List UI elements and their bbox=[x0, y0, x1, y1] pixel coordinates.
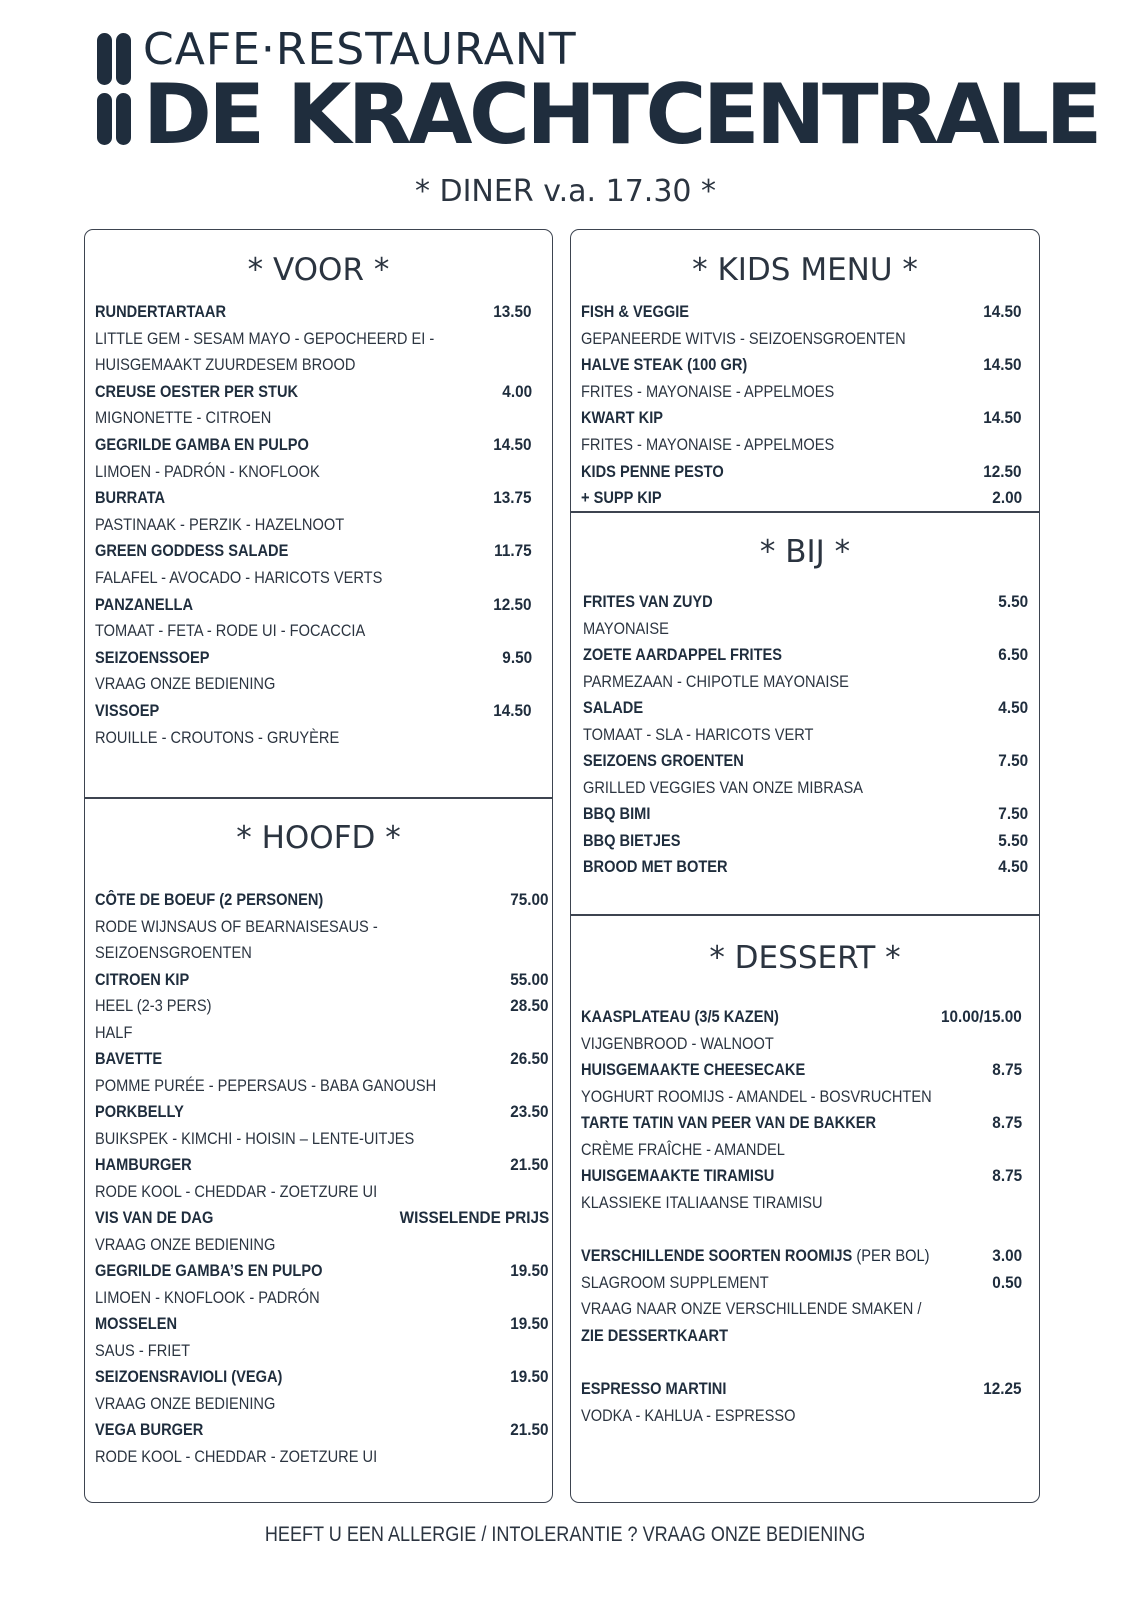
menu-item bbox=[581, 404, 1022, 431]
menu-item-description bbox=[581, 1295, 1022, 1322]
item-name: GEGRILDE GAMBA EN PULPO bbox=[95, 435, 309, 454]
menu-item-description bbox=[581, 325, 1022, 352]
menu-item bbox=[583, 800, 1028, 827]
item-description: VRAAG ONZE BEDIENING bbox=[95, 674, 276, 694]
right-divider-1 bbox=[570, 511, 1040, 513]
item-description: ROUILLE - CROUTONS - GRUYÈRE bbox=[95, 727, 340, 747]
menu-item-description bbox=[581, 1030, 1022, 1057]
menu-item-description bbox=[95, 1390, 549, 1417]
item-name: ZOETE AARDAPPEL FRITES bbox=[583, 645, 783, 664]
section-title-bij: * BIJ * bbox=[759, 534, 851, 570]
item-description: SAUS - FRIET bbox=[95, 1340, 191, 1360]
item-name: SEIZOENSRAVIOLI (VEGA) bbox=[95, 1367, 283, 1386]
menu-item bbox=[581, 1242, 1022, 1269]
item-description: VIJGENBROOD - WALNOOT bbox=[581, 1033, 774, 1053]
item-price: 10.00/15.00 bbox=[941, 1007, 1022, 1026]
item-price: 14.50 bbox=[983, 355, 1022, 375]
item-price: 26.50 bbox=[510, 1049, 549, 1068]
menu-item bbox=[95, 537, 532, 564]
item-name: KWART KIP bbox=[581, 408, 664, 428]
item-description: YOGHURT ROOMIJS - AMANDEL - BOSVRUCHTEN bbox=[581, 1086, 932, 1106]
menu-item-description bbox=[95, 404, 532, 431]
menu-item bbox=[95, 378, 532, 405]
restaurant-type: CAFE·RESTAURANT bbox=[143, 24, 577, 75]
item-name: SEIZOENS GROENTEN bbox=[583, 751, 744, 770]
menu-item-description bbox=[581, 1402, 1022, 1429]
item-description: RODE KOOL - CHEDDAR - ZOETZURE UI bbox=[95, 1181, 378, 1201]
item-price: 6.50 bbox=[998, 645, 1028, 664]
item-description: VODKA - KAHLUA - ESPRESSO bbox=[581, 1405, 796, 1425]
menu-item-description bbox=[95, 1072, 549, 1099]
menu-item bbox=[581, 298, 1022, 325]
menu-item-description bbox=[583, 774, 1028, 801]
menu-item bbox=[95, 697, 532, 724]
menu-item-description bbox=[95, 458, 532, 485]
item-price: 23.50 bbox=[510, 1102, 549, 1121]
item-name: CÔTE DE BOEUF (2 PERSONEN) bbox=[95, 890, 324, 909]
item-description: PASTINAAK - PERZIK - HAZELNOOT bbox=[95, 514, 345, 534]
item-name: TARTE TATIN VAN PEER VAN DE BAKKER bbox=[581, 1113, 877, 1132]
item-price: WISSELENDE PRIJS bbox=[399, 1208, 549, 1227]
item-name: HAMBURGER bbox=[95, 1155, 192, 1174]
menu-item bbox=[581, 351, 1022, 378]
menu-item bbox=[95, 1045, 549, 1072]
item-name: PANZANELLA bbox=[95, 594, 193, 614]
allergy-footer bbox=[0, 1523, 1131, 1547]
item-name: SALADE bbox=[583, 698, 644, 717]
item-price: 0.50 bbox=[992, 1272, 1022, 1292]
menu-item-description bbox=[95, 325, 532, 352]
restaurant-name: DE KRACHTCENTRALE bbox=[143, 66, 1099, 163]
menu-item-description bbox=[581, 1269, 1022, 1296]
menu-item bbox=[583, 588, 1028, 615]
menu-item bbox=[581, 458, 1022, 485]
menu-item-description bbox=[95, 617, 532, 644]
item-description: TOMAAT - SLA - HARICOTS VERT bbox=[583, 724, 814, 744]
item-name: GEGRILDE GAMBA’S EN PULPO bbox=[95, 1261, 323, 1280]
item-price: 8.75 bbox=[992, 1113, 1022, 1132]
item-price: 4.00 bbox=[502, 381, 532, 401]
menu-item bbox=[581, 1322, 1022, 1349]
item-name: FISH & VEGGIE bbox=[581, 302, 690, 321]
menu-item bbox=[95, 1310, 549, 1337]
item-description: GRILLED VEGGIES VAN ONZE MIBRASA bbox=[583, 777, 864, 797]
item-name: BBQ BIETJES bbox=[583, 830, 681, 850]
menu-item-description bbox=[581, 431, 1022, 458]
item-price: 9.50 bbox=[502, 647, 532, 667]
item-description: FRITES - MAYONAISE - APPELMOES bbox=[581, 435, 835, 454]
menu-item bbox=[583, 747, 1028, 774]
menu-item bbox=[95, 644, 532, 671]
item-price: 5.50 bbox=[998, 830, 1028, 850]
menu-item bbox=[581, 1109, 1022, 1136]
item-name: VERSCHILLENDE SOORTEN ROOMIJS bbox=[581, 1246, 853, 1265]
menu-item bbox=[583, 827, 1028, 854]
item-price: 21.50 bbox=[510, 1420, 549, 1439]
logo-icon bbox=[97, 33, 131, 145]
item-description: RODE WIJNSAUS OF BEARNAISESAUS - bbox=[95, 916, 378, 936]
item-description: HALF bbox=[95, 1022, 133, 1042]
item-description: MIGNONETTE - CITROEN bbox=[95, 408, 272, 428]
menu-item-description bbox=[95, 939, 549, 966]
menu-item-description bbox=[581, 1189, 1022, 1216]
item-name: BAVETTE bbox=[95, 1049, 163, 1068]
item-price: 14.50 bbox=[493, 435, 532, 454]
menu-item-description bbox=[583, 721, 1028, 748]
menu-item bbox=[95, 1098, 549, 1125]
menu-item-description bbox=[95, 1019, 549, 1046]
item-description: VRAAG ONZE BEDIENING bbox=[95, 1234, 276, 1254]
item-description: PARMEZAAN - CHIPOTLE MAYONAISE bbox=[583, 671, 849, 691]
item-price: 21.50 bbox=[510, 1155, 549, 1174]
item-description: POMME PURÉE - PEPERSAUS - BABA GANOUSH bbox=[95, 1075, 437, 1095]
item-description: TOMAAT - FETA - RODE UI - FOCACCIA bbox=[95, 621, 366, 641]
item-description: FRITES - MAYONAISE - APPELMOES bbox=[581, 381, 835, 401]
item-price: 7.50 bbox=[998, 751, 1028, 770]
item-name: VEGA BURGER bbox=[95, 1420, 204, 1439]
item-description: BUIKSPEK - KIMCHI - HOISIN – LENTE-UITJES bbox=[95, 1128, 415, 1148]
item-name: HUISGEMAAKTE CHEESECAKE bbox=[581, 1060, 806, 1079]
menu-item bbox=[95, 886, 549, 913]
menu-item-description bbox=[95, 1443, 549, 1470]
item-price: 4.50 bbox=[998, 857, 1028, 876]
menu-item bbox=[581, 1003, 1022, 1030]
item-description: SLAGROOM SUPPLEMENT bbox=[581, 1272, 769, 1292]
item-name: BURRATA bbox=[95, 488, 166, 508]
item-name: ZIE DESSERTKAART bbox=[581, 1325, 729, 1345]
item-description: GEPANEERDE WITVIS - SEIZOENSGROENTEN bbox=[581, 328, 906, 348]
item-name: BBQ BIMI bbox=[583, 804, 651, 823]
item-description: LIMOEN - PADRÓN - KNOFLOOK bbox=[95, 461, 320, 481]
item-price: 12.25 bbox=[983, 1379, 1022, 1398]
item-name: CITROEN KIP bbox=[95, 969, 190, 989]
item-price: 5.50 bbox=[998, 592, 1028, 611]
item-description: MAYONAISE bbox=[583, 618, 669, 638]
menu-item-description bbox=[95, 351, 532, 378]
menu-item bbox=[581, 1056, 1022, 1083]
section-title-voor: * VOOR * bbox=[247, 252, 390, 288]
menu-item-description bbox=[95, 992, 549, 1019]
menu-item bbox=[95, 966, 549, 993]
menu-item bbox=[95, 591, 532, 618]
left-divider bbox=[84, 797, 553, 799]
item-price: 14.50 bbox=[493, 701, 532, 720]
item-price: 55.00 bbox=[510, 969, 549, 989]
item-name: ESPRESSO MARTINI bbox=[581, 1379, 727, 1398]
section-title-dessert: * DESSERT * bbox=[709, 940, 901, 976]
item-name: VIS VAN DE DAG bbox=[95, 1208, 214, 1227]
item-name: RUNDERTARTAAR bbox=[95, 302, 227, 321]
menu-item bbox=[583, 641, 1028, 668]
item-price: 19.50 bbox=[510, 1261, 549, 1280]
menu-item-description bbox=[95, 913, 549, 940]
item-price: 19.50 bbox=[510, 1314, 549, 1333]
menu-item bbox=[95, 298, 532, 325]
item-price: 4.50 bbox=[998, 698, 1028, 717]
item-description: VRAAG NAAR ONZE VERSCHILLENDE SMAKEN / bbox=[581, 1299, 922, 1318]
item-description: HEEL (2-3 PERS) bbox=[95, 996, 212, 1015]
item-name: VISSOEP bbox=[95, 701, 160, 720]
section-title-kids: * KIDS MENU * bbox=[692, 252, 918, 288]
item-description: LITTLE GEM - SESAM MAYO - GEPOCHEERD EI - bbox=[95, 328, 435, 348]
menu-item bbox=[583, 694, 1028, 721]
item-price: 13.75 bbox=[493, 488, 532, 508]
menu-item bbox=[581, 1375, 1022, 1402]
menu-item-description bbox=[95, 1231, 549, 1258]
item-description: SEIZOENSGROENTEN bbox=[95, 943, 252, 962]
menu-item bbox=[581, 484, 1022, 511]
item-price: 14.50 bbox=[983, 408, 1022, 428]
item-note: (PER BOL) bbox=[852, 1246, 930, 1265]
item-name: MOSSELEN bbox=[95, 1314, 178, 1333]
menu-item-description bbox=[581, 1136, 1022, 1163]
item-name: CREUSE OESTER PER STUK bbox=[95, 381, 299, 401]
item-description: KLASSIEKE ITALIAANSE TIRAMISU bbox=[581, 1192, 823, 1212]
item-name: SEIZOENSSOEP bbox=[95, 647, 210, 667]
menu-item bbox=[583, 853, 1028, 880]
item-price: 8.75 bbox=[992, 1060, 1022, 1079]
item-name: + SUPP KIP bbox=[581, 488, 662, 508]
menu-subtitle: * DINER v.a. 17.30 * bbox=[414, 174, 717, 209]
item-description: LIMOEN - KNOFLOOK - PADRÓN bbox=[95, 1287, 320, 1307]
menu-item-description bbox=[95, 1284, 549, 1311]
right-divider-2 bbox=[570, 914, 1040, 916]
menu-item bbox=[95, 1204, 549, 1231]
item-price: 14.50 bbox=[983, 302, 1022, 321]
menu-item bbox=[581, 1162, 1022, 1189]
menu-item-description bbox=[95, 1337, 549, 1364]
menu-item-description bbox=[95, 1178, 549, 1205]
menu-item bbox=[95, 431, 532, 458]
item-price: 11.75 bbox=[494, 541, 532, 561]
item-name: GREEN GODDESS SALADE bbox=[95, 541, 289, 561]
item-description: VRAAG ONZE BEDIENING bbox=[95, 1393, 276, 1413]
item-name: HUISGEMAAKTE TIRAMISU bbox=[581, 1166, 775, 1185]
menu-item-description bbox=[581, 378, 1022, 405]
item-price: 75.00 bbox=[510, 890, 549, 909]
allergy-note: HEEFT U EEN ALLERGIE / INTOLERANTIE ? VRAAG ONZE BEDIENING bbox=[265, 1523, 866, 1546]
menu-item bbox=[95, 1257, 549, 1284]
item-price: 8.75 bbox=[992, 1166, 1022, 1185]
item-price: 12.50 bbox=[493, 594, 532, 614]
menu-item-description bbox=[95, 1125, 549, 1152]
item-price: 19.50 bbox=[510, 1367, 549, 1386]
item-name: FRITES VAN ZUYD bbox=[583, 592, 713, 611]
menu-item-description bbox=[95, 564, 532, 591]
item-name: KAASPLATEAU (3/5 KAZEN) bbox=[581, 1007, 779, 1026]
item-name-with-note bbox=[581, 1242, 930, 1269]
menu-item bbox=[95, 1363, 549, 1390]
menu-item-description bbox=[95, 724, 532, 751]
item-name: PORKBELLY bbox=[95, 1102, 184, 1121]
item-price: 13.50 bbox=[493, 302, 532, 321]
menu-item-description bbox=[581, 1083, 1022, 1110]
section-title-hoofd: * HOOFD * bbox=[236, 820, 401, 856]
menu-item bbox=[95, 1151, 549, 1178]
item-price: 2.00 bbox=[992, 488, 1022, 508]
item-name: BROOD MET BOTER bbox=[583, 857, 728, 876]
item-description: RODE KOOL - CHEDDAR - ZOETZURE UI bbox=[95, 1446, 378, 1466]
item-name: KIDS PENNE PESTO bbox=[581, 461, 724, 481]
menu-item-description bbox=[583, 668, 1028, 695]
menu-item bbox=[95, 1416, 549, 1443]
menu-item bbox=[95, 484, 532, 511]
item-price: 12.50 bbox=[983, 461, 1022, 481]
item-price: 7.50 bbox=[998, 804, 1028, 823]
item-price: 3.00 bbox=[992, 1246, 1022, 1265]
item-description: HUISGEMAAKT ZUURDESEM BROOD bbox=[95, 355, 356, 375]
menu-item-description bbox=[95, 670, 532, 697]
menu-item-description bbox=[583, 615, 1028, 642]
item-price: 28.50 bbox=[510, 996, 549, 1015]
item-description: CRÈME FRAÎCHE - AMANDEL bbox=[581, 1139, 785, 1159]
menu-item-description bbox=[95, 511, 532, 538]
item-description: FALAFEL - AVOCADO - HARICOTS VERTS bbox=[95, 568, 383, 587]
item-name: HALVE STEAK (100 GR) bbox=[581, 355, 748, 375]
